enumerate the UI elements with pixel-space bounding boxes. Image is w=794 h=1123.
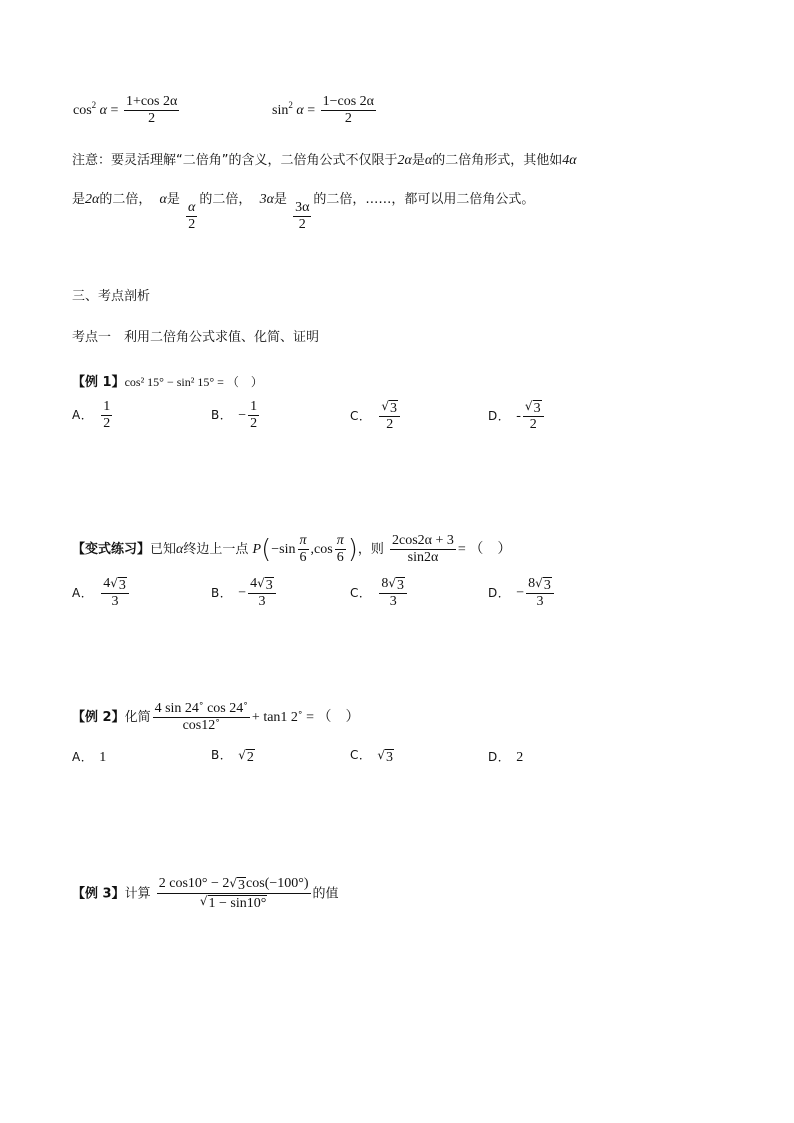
variant-option-c[interactable]: C． 8 √ 3 3 bbox=[350, 576, 409, 610]
note-line-2: 是2α的二倍， α是 $\frac{\alpha}{2}$ 的二倍， 3α是 $\frac{3\alpha}{2}$ 的二倍，……，都可以用二倍角公式。 bbox=[72, 192, 535, 233]
section-heading: 三、考点剖析 bbox=[72, 289, 151, 304]
ex2-option-c[interactable]: C． √ 3 bbox=[350, 748, 394, 765]
cos-square-formula: $\cos^2 \alpha$ = $\frac{1+\cos 2\alpha}{2}$ bbox=[73, 94, 178, 127]
ex1-option-c[interactable]: C． √ 3 2 bbox=[350, 399, 402, 433]
ex2-option-d[interactable]: D． 2 bbox=[488, 750, 524, 765]
example-3-question: 【例 3】计算 2 cos10° − 2 √ 3 cos(−100°) √ 1 − sin10° 的值 bbox=[72, 876, 339, 912]
topic-heading: 考点一 利用二倍角公式求值、化简、证明 bbox=[72, 330, 320, 345]
variant-option-b[interactable]: B． − 4 √ 3 3 bbox=[211, 576, 278, 610]
variant-question: 【变式练习】已知α终边上一点 P(−sin $\frac{\pi}{6}$ ,cos $\frac{\pi}{6}$ )，则 $\frac{2\cos 2\alpha + 3}{\sin 2\alpha}$ = （ ） bbox=[72, 533, 512, 566]
ex2-option-b[interactable]: B． √ 2 bbox=[211, 748, 254, 765]
sin-square-formula: $\sin^2 \alpha$ = $\frac{1-\cos 2\alpha}{2}$ bbox=[272, 94, 375, 127]
example-2-question: 【例 2】化简 $\frac{4 \sin 24˚ \cos 24˚}{\cos 12˚}$ + tan1 2˚ = （ ） bbox=[72, 701, 360, 734]
note-line-1: 注意：要灵活理解“二倍角”的含义，二倍角公式不仅限于2α是α的二倍角形式，其他如4α bbox=[72, 153, 577, 168]
ex1-option-a[interactable]: A． $\frac{1}{2}$ bbox=[72, 399, 111, 432]
example-1-question: 【例 1】cos² 15° − sin² 15° = （ ） bbox=[72, 375, 263, 390]
variant-option-a[interactable]: A． 4 √ 3 3 bbox=[72, 576, 131, 610]
ex2-option-a[interactable]: A． 1 bbox=[72, 750, 107, 765]
ex1-option-d[interactable]: D． - √ 3 2 bbox=[488, 399, 546, 433]
variant-option-d[interactable]: D． − 8 √ 3 3 bbox=[488, 576, 556, 610]
ex1-option-b[interactable]: B． − $\frac{1}{2}$ bbox=[211, 399, 258, 432]
